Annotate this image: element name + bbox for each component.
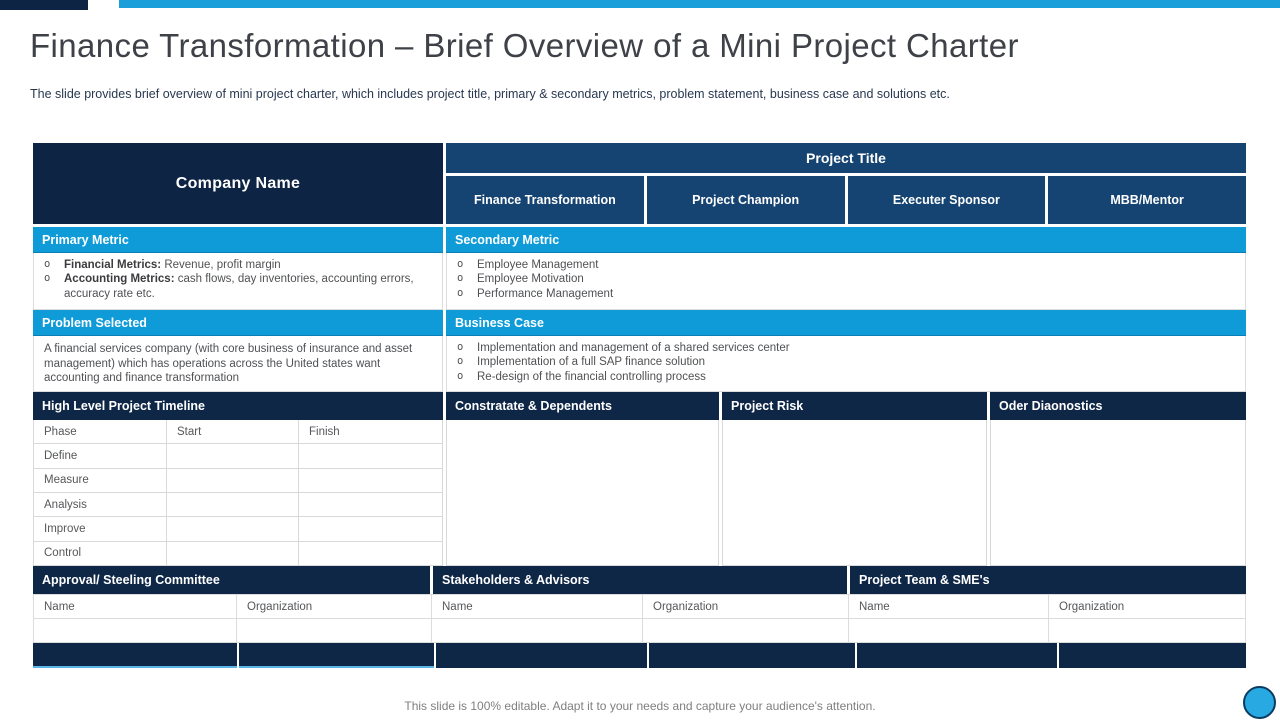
finish-cell[interactable] [299,444,442,467]
start-cell[interactable] [167,542,299,565]
header-row [33,143,1246,224]
top-left-accent-bar [0,0,88,10]
business-case-header: Business Case [446,310,1246,336]
timeline-header: High Level Project Timeline [33,392,443,420]
name-col-header: Name [849,594,1049,619]
start-cell[interactable] [167,469,299,492]
name-cell[interactable] [849,619,1049,643]
list-item: o Financial Metrics: Revenue, profit margin [44,258,281,271]
footer-cell [436,643,647,668]
problem-band [33,310,1246,336]
constraints-header: Constratate & Dependents [446,392,719,420]
table-row [34,444,442,468]
slide-subtitle: The slide provides brief overview of mini project charter, which includes project title, primary & secondary metrics, problem statement, business case and solutions etc. [30,87,950,101]
bullet-marker: o [457,286,464,299]
finish-cell[interactable] [299,542,442,565]
organization-col-header: Organization [1049,594,1246,619]
finish-cell[interactable] [299,493,442,516]
finish-col-header: Finish [309,425,340,438]
phase-header-row [34,420,442,444]
start-cell[interactable] [167,493,299,516]
primary-metric-cell [33,253,443,310]
empty-entry-row [33,619,1246,643]
bottom-band [33,566,1246,594]
timeline-content-row [33,420,1246,566]
top-accent-strip [119,0,1280,8]
phase-label: Analysis [34,493,167,516]
metric-band [33,227,1246,253]
col-executer-sponsor: Executer Sponsor [848,176,1046,224]
table-row [34,542,442,565]
footer-cell [239,643,434,668]
project-title-header: Project Title [446,143,1246,173]
business-case-cell [446,336,1246,392]
list-item: o Employee Motivation [457,272,584,286]
footer-cell [649,643,855,668]
table-footer-row [33,643,1246,668]
name-cell[interactable] [33,619,237,643]
table-row [34,493,442,517]
problem-content-row [33,336,1246,392]
name-cell[interactable] [432,619,643,643]
bullet-marker: o [44,258,51,270]
metric-content-row [33,253,1246,310]
finish-cell[interactable] [299,469,442,492]
bullet-marker: o [457,272,464,285]
problem-selected-header: Problem Selected [33,310,443,336]
charter-table [33,143,1246,668]
col-project-champion: Project Champion [647,176,845,224]
timeline-band [33,392,1246,420]
footer-cell [33,643,237,668]
page-title: Finance Transformation – Brief Overview of a Mini Project Charter [30,27,1019,64]
company-name-header: Company Name [33,143,443,224]
start-cell[interactable] [167,517,299,540]
editable-note: This slide is 100% editable. Adapt it to your needs and capture your audience's attention. [404,699,876,713]
bullet-marker: o [457,341,464,353]
table-row [34,469,442,493]
project-team-sme-header: Project Team & SME's [850,566,1246,594]
bullet-marker: o [44,272,51,285]
approval-committee-header: Approval/ Steeling Committee [33,566,430,594]
bullet-marker: o [457,369,464,382]
list-item: o Implementation and management of a shared services center [457,341,790,354]
primary-metric-header: Primary Metric [33,227,443,253]
name-col-header: Name [432,594,643,619]
other-diagnostics-cell[interactable] [990,420,1246,566]
constraints-cell[interactable] [446,420,719,566]
col-mbb-mentor: MBB/Mentor [1048,176,1246,224]
project-title-block [446,143,1246,224]
stakeholders-advisors-header: Stakeholders & Advisors [433,566,847,594]
list-item: o Accounting Metrics: cash flows, day inventories, accounting errors, accuracy rate etc. [44,272,414,300]
project-risk-header: Project Risk [722,392,987,420]
organization-col-header: Organization [237,594,432,619]
list-item: o Implementation of a full SAP finance solution [457,355,706,369]
footer-cell [1059,643,1246,668]
table-row [34,517,442,541]
organization-cell[interactable] [643,619,849,643]
footer-cell [857,643,1057,668]
list-item: o Employee Management [457,258,599,271]
problem-selected-cell: A financial services company (with core business of insurance and asset management) which has operations across the United states want accounting and finance transformation [33,336,443,392]
finish-cell[interactable] [299,517,442,540]
list-item: o Performance Management [457,286,614,300]
secondary-metric-header: Secondary Metric [446,227,1246,253]
start-cell[interactable] [167,444,299,467]
secondary-metric-cell [446,253,1246,310]
circle-button[interactable] [1243,686,1276,719]
organization-col-header: Organization [643,594,849,619]
start-col-header: Start [167,420,299,443]
name-org-header-row [33,594,1246,619]
phase-col-header: Phase [34,420,167,443]
organization-cell[interactable] [1049,619,1246,643]
phase-label: Define [34,444,167,467]
bullet-marker: o [457,258,464,270]
bullet-marker: o [457,355,464,368]
project-subheader-row [446,176,1246,224]
organization-cell[interactable] [237,619,432,643]
phase-label: Measure [34,469,167,492]
name-col-header: Name [33,594,237,619]
project-risk-cell[interactable] [722,420,987,566]
phase-label: Control [34,542,167,565]
phase-table [33,420,443,566]
list-item: o Re-design of the financial controlling process [457,369,706,383]
col-finance-transformation: Finance Transformation [446,176,644,224]
phase-label: Improve [34,517,167,540]
other-diagnostics-header: Oder Diaonostics [990,392,1246,420]
